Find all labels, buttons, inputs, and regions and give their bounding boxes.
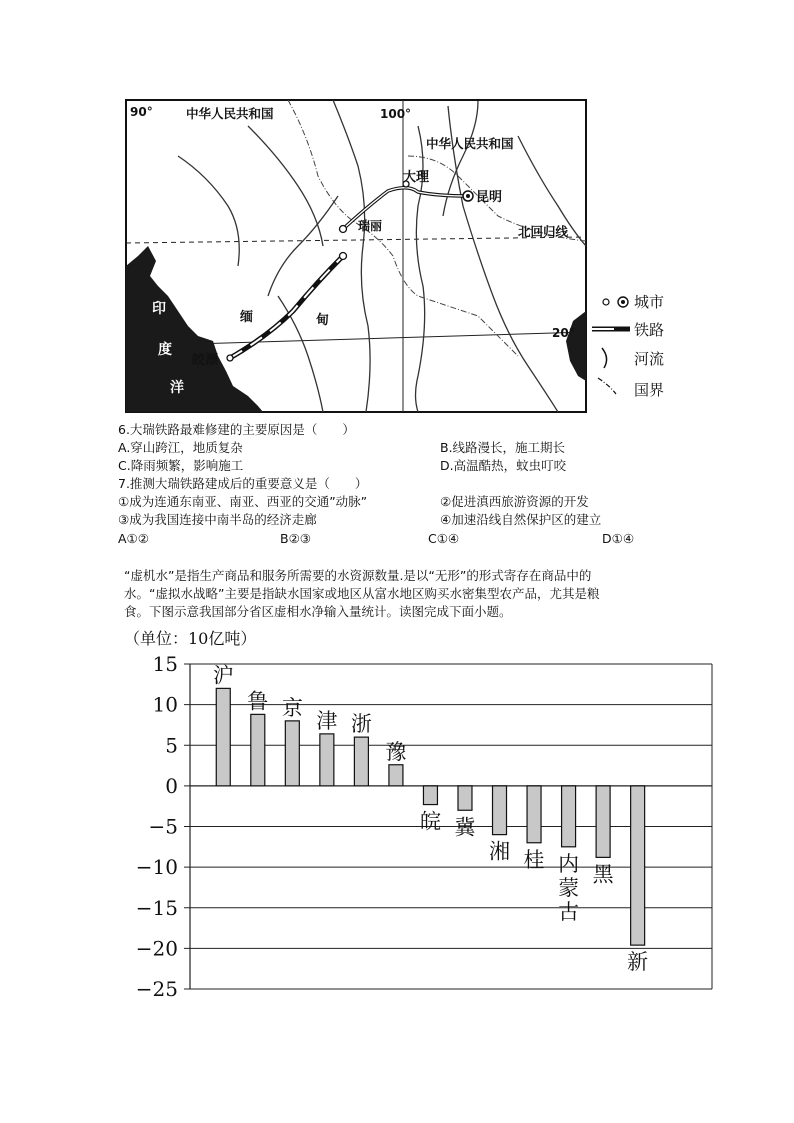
bar-label: 内 (558, 851, 580, 876)
q7-option-b: B②③ (280, 531, 311, 546)
bar-label: 湘 (489, 839, 511, 864)
q7-item-2: ②促进滇西旅游资源的开发 (440, 494, 589, 509)
bar (216, 688, 230, 786)
y-tick-label: −25 (135, 977, 178, 1000)
bar-label: 沪 (212, 663, 234, 688)
q7-item-3: ③成为我国连接中南半岛的经济走廊 (118, 512, 317, 527)
bar-label: 蒙 (558, 875, 580, 900)
ocean-label-3: 洋 (170, 380, 184, 396)
q7-item-4: ④加速沿线自然保护区的建立 (440, 512, 602, 527)
ocean-label-1: 印 (152, 301, 166, 317)
y-tick-label: −20 (135, 936, 178, 961)
country-label-left: 中华人民共和国 (186, 106, 274, 121)
q6-option-a: A.穿山跨江，地质复杂 (118, 440, 243, 455)
bar-label: 新 (627, 950, 649, 975)
bar (389, 765, 403, 786)
bar-label: 津 (316, 708, 338, 733)
y-tick-label: 15 (152, 652, 178, 676)
bar-label: 桂 (523, 847, 545, 872)
bar-label: 冀 (454, 815, 476, 840)
tropic-label: 北回归线 (518, 224, 569, 239)
q7-item-1: ①成为连通东南亚、南亚、西亚的交通”动脉” (118, 494, 368, 509)
bar (423, 786, 437, 805)
passage-line-2: 水。“虚拟水战略”主要是指缺水国家或地区从富水地区购买水密集型农产品，尤其是粮 (124, 586, 600, 601)
bar-label: 皖 (419, 809, 441, 834)
legend-river-label: 河流 (634, 350, 665, 368)
city-label-jiaopiao: 皎漂 (192, 353, 219, 368)
bar-label: 古 (558, 899, 580, 924)
myanmar-label-2: 甸 (316, 313, 330, 328)
passage-line-3: 食。下图示意我国部分省区虚相水净输入量统计。读图完成下面小题。 (124, 604, 512, 619)
y-tick-label: −5 (148, 814, 178, 839)
legend-border-icon (598, 378, 616, 394)
city-label-ruili: 瑞丽 (358, 219, 383, 233)
country-label-right: 中华人民共和国 (426, 136, 514, 151)
bar (493, 786, 507, 835)
bar-label: 京 (281, 695, 303, 720)
ocean-label-2: 度 (158, 342, 172, 358)
city-label-kunming: 昆明 (476, 190, 503, 205)
city-dot-ruili (340, 226, 347, 233)
y-tick-label: 10 (152, 692, 178, 717)
bar (251, 714, 265, 786)
city-label-dali: 大理 (403, 170, 430, 185)
city-dot-jiaopiao (227, 355, 233, 361)
city-dot-2 (340, 253, 347, 260)
map-legend (592, 293, 664, 399)
bar-label: 黑 (592, 862, 614, 887)
y-tick-label: 0 (165, 773, 178, 798)
lon-100-label: 100° (380, 107, 412, 121)
q6-option-d: D.高温酷热，蚊虫叮咬 (440, 458, 567, 473)
q6-option-c: C.降雨频繁，影响施工 (118, 458, 244, 473)
passage (124, 567, 684, 621)
q7-option-c: C①④ (428, 531, 460, 546)
bar (354, 737, 368, 786)
lon-90-label: 90° (130, 105, 153, 119)
lat-20-label: 20° (552, 326, 575, 340)
q7-option-a: A①② (118, 531, 149, 546)
y-tick-label: −10 (135, 855, 178, 880)
legend-railway-label: 铁路 (634, 321, 665, 339)
legend-river-icon (602, 348, 607, 368)
bar (527, 786, 541, 843)
y-tick-label: 5 (165, 733, 178, 758)
chart-unit-label: （单位：10亿吨） (124, 629, 257, 648)
q7-option-d: D①④ (602, 531, 635, 546)
bar (631, 786, 645, 945)
bar (596, 786, 610, 858)
bar (285, 721, 299, 786)
bar-label: 豫 (385, 739, 407, 764)
passage-line-1: “虚机水”是指生产商品和服务所需要的水资源数量.是以“无形”的形式寄存在商品中的 (124, 568, 592, 583)
q7-stem: 7.推测大瑞铁路建成后的重要意义是（ ） (118, 476, 368, 491)
legend-city-icon (603, 299, 609, 305)
myanmar-label-1: 缅 (240, 310, 254, 325)
bar (320, 734, 334, 786)
bar-label: 浙 (350, 712, 372, 737)
railway-map (118, 96, 678, 416)
y-tick-label: −15 (135, 895, 178, 920)
q6-option-b: B.线路漫长，施工期长 (440, 440, 566, 455)
bar (562, 786, 576, 847)
legend-border-label: 国界 (634, 381, 665, 399)
legend-city-label: 城市 (634, 293, 665, 311)
virtual-water-chart (120, 650, 720, 1000)
bar-label: 鲁 (247, 689, 269, 714)
q6-stem: 6.大瑞铁路最难修建的主要原因是（ ） (118, 422, 355, 437)
bar (458, 786, 472, 810)
